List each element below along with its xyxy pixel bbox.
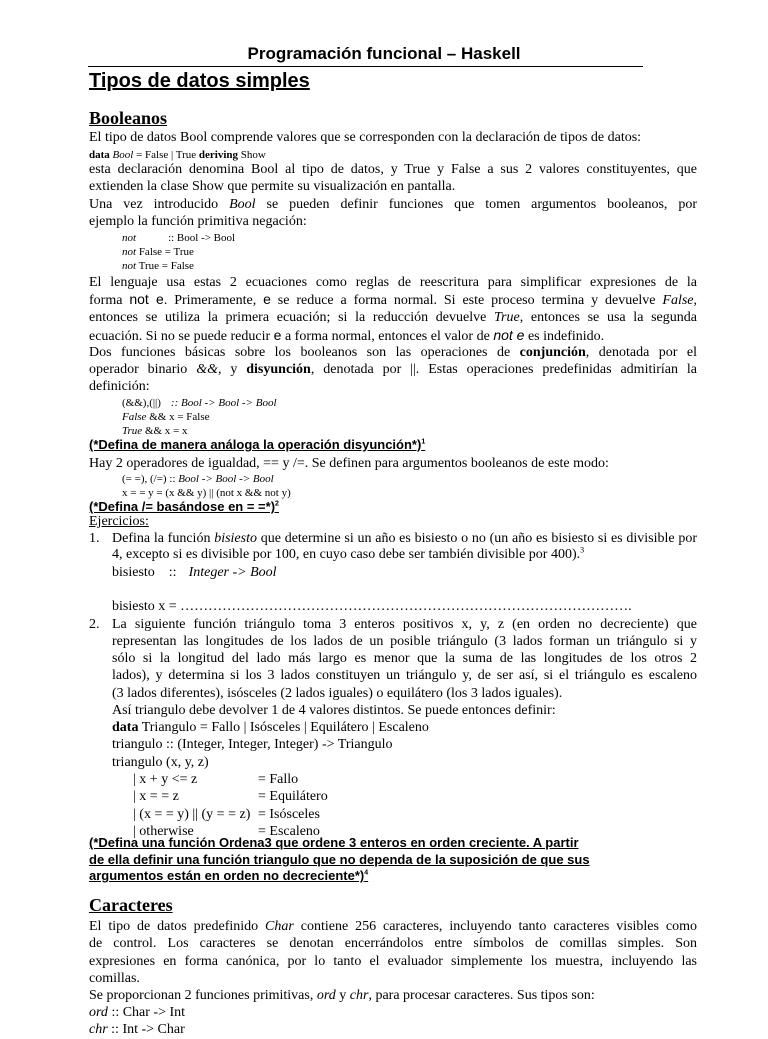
code-text: && x = False: [149, 411, 210, 423]
paragraph-line: sólo si la longitud del lado más largo es menor que la suma de las longitudes de los otros 2: [112, 651, 697, 666]
section-heading-caracteres: Caracteres: [89, 895, 173, 915]
code-line: [112, 564, 277, 582]
paragraph-line: definición:: [89, 379, 150, 394]
text: Defina la función: [112, 531, 211, 546]
text: , para procesar caracteres. Sus tipos son:: [368, 988, 595, 1003]
exercise-prompt-line: de ella definir una función triangulo que no dependa de la suposición de que sus: [89, 852, 590, 867]
footnote-ref: 1: [421, 438, 426, 446]
code-text: Show: [240, 149, 266, 161]
code-inline: not e: [129, 291, 164, 307]
code-line: [122, 245, 194, 259]
header-rule: [88, 66, 643, 67]
code-line: bisiesto x = …………………………………………………………………………………….: [112, 599, 632, 614]
paragraph-line: lados), y determina si los 3 lados constituyen un triángulo y, de ser así, si el triángulo es escaleno: [112, 668, 697, 683]
code-inline: e: [263, 291, 271, 307]
code-fn: not: [122, 246, 137, 258]
code-result: = Fallo: [258, 772, 299, 787]
code-inline: True: [494, 310, 520, 325]
text: que determine si un año es bisiesto o no (un año es bisiesto si es divisible por: [260, 531, 698, 546]
code-line: [112, 719, 429, 737]
code-line: [122, 472, 274, 486]
code-line: [89, 148, 266, 162]
paragraph-line: La siguiente función triángulo toma 3 enteros positivos x, y, z (en orden no decreciente) que: [112, 617, 697, 632]
text: contiene 256 caracteres, incluyendo tanto caracteres visibles como: [300, 919, 697, 934]
text: se reduce a forma normal. Si este proceso termina y devuelve: [277, 293, 656, 308]
code-line: [122, 259, 194, 273]
text: , y: [217, 362, 238, 377]
paragraph-line: comillas.: [89, 971, 140, 986]
code-guard: | x = = z: [133, 789, 179, 804]
text: . Primeramente,: [163, 293, 257, 308]
text: es indefinido.: [527, 329, 605, 344]
paragraph-line: representan las longitudes de los lados de un posible triángulo (3 lados forman un triángulo si y: [112, 634, 697, 649]
code-line: [122, 231, 235, 245]
code-result: = Isósceles: [258, 807, 320, 822]
code-fn: not: [122, 232, 137, 244]
term-bold: conjunción: [519, 345, 586, 360]
text: ecuación. Si no se puede reducir: [89, 329, 271, 344]
paragraph-line: (3 lados diferentes), isósceles (2 lados iguales) o equilátero (los 3 lados iguales).: [112, 686, 563, 701]
code-guard: | otherwise: [133, 824, 194, 839]
code-text: :: Char -> Int: [111, 1005, 186, 1020]
text: , entonces se usa la segunda: [519, 310, 697, 325]
code-fn: not: [122, 260, 137, 272]
code-inline: chr: [349, 988, 369, 1003]
type-name: Bool: [229, 197, 256, 212]
code-line: triangulo :: (Integer, Integer, Integer) -> Triangulo: [112, 737, 393, 752]
text: 4, excepto si es divisible por 100, en cuyo caso debe ser también divisible por 400).: [112, 547, 581, 562]
code-line: [122, 396, 277, 410]
text: se pueden definir funciones que tomen argumentos booleanos, por: [266, 197, 698, 212]
text: y: [339, 988, 347, 1003]
paragraph: Hay 2 operadores de igualdad, == y /=. Se definen para argumentos booleanos de este modo:: [89, 456, 609, 471]
paragraph-line: [89, 309, 697, 327]
code-guard: | (x = = y) || (y = = z): [133, 807, 251, 822]
text: El tipo de datos predefinido: [89, 919, 259, 934]
page-header-title: Programación funcional – Haskell: [247, 44, 521, 63]
exercise-prompt: [89, 499, 279, 514]
paragraph-line: El lenguaje usa estas 2 ecuaciones como reglas de reescritura para simplificar expresiones de la: [89, 275, 697, 290]
paragraph-line: [112, 530, 697, 548]
code-fn: False: [122, 411, 147, 423]
code-text: Integer -> Bool: [188, 565, 277, 580]
text: a forma normal, entonces el valor de: [284, 329, 490, 344]
paragraph-line: ejemplo la función primitiva negación:: [89, 214, 307, 229]
exercise-prompt-line: [89, 868, 368, 883]
code-inline: &&: [196, 362, 218, 377]
footnote-ref: 2: [275, 500, 279, 508]
code-text: && x = x: [142, 425, 188, 437]
footnote-ref: 4: [364, 869, 369, 877]
paragraph-line: [112, 546, 584, 564]
code-text: :: Int -> Char: [111, 1022, 185, 1037]
type-name: Bool: [112, 149, 134, 161]
code-guard: | x + y <= z: [133, 772, 198, 787]
footnote-ref: 3: [580, 545, 585, 555]
paragraph-line: extienden la clase Show que permite su visualización en pantalla.: [89, 179, 456, 194]
code-result: = Equilátero: [258, 789, 328, 804]
code-text: Bool -> Bool -> Bool: [178, 473, 274, 485]
paragraph-line: [89, 344, 697, 362]
text: forma: [89, 293, 123, 308]
text: operador binario: [89, 362, 188, 377]
code-inline: not e: [493, 327, 525, 343]
code-line: [89, 1004, 185, 1022]
paragraph-line: esta declaración denomina Bool al tipo de datos, y True y False a sus 2 valores constituyentes, que: [89, 162, 697, 177]
paragraph-line: [89, 327, 604, 346]
exercise-prompt-line: (*Defina una función Ordena3 que ordene 3 enteros en orden creciente. A partir: [89, 835, 579, 850]
type-name: Char: [265, 919, 294, 934]
code-fn: bisiesto: [112, 565, 155, 580]
code-inline: False: [662, 293, 694, 308]
main-title: Tipos de datos simples: [89, 70, 310, 92]
exercises-label: Ejercicios:: [89, 514, 149, 529]
text: , denotada por ||. Estas operaciones predefinidas admitirían la: [310, 362, 697, 377]
code-text: = False | True: [136, 149, 197, 161]
code-result: = Escaleno: [258, 824, 320, 839]
code-text: False = True: [138, 246, 194, 258]
paragraph-line: [89, 918, 697, 936]
code-inline: bisiesto: [214, 531, 257, 546]
code-text: ::: [168, 565, 177, 580]
paragraph-line: [89, 361, 697, 379]
section-heading-booleanos: Booleanos: [89, 108, 168, 128]
list-number: 1.: [89, 531, 100, 546]
keyword: data: [89, 149, 110, 161]
code-inline: ord: [316, 988, 336, 1003]
code-text: :: Bool -> Bool: [168, 232, 236, 244]
text: Se proporcionan 2 funciones primitivas,: [89, 988, 314, 1003]
code-line: [89, 1021, 185, 1039]
text: Dos funciones básicas sobre los booleanos son las operaciones de: [89, 345, 511, 360]
exercise-prompt: [89, 437, 425, 452]
text: (*Defina de manera análoga la operación disyunción*): [89, 437, 422, 452]
text: argumentos están en orden no decreciente*): [89, 868, 365, 883]
text: Una vez introducido: [89, 197, 219, 212]
code-line: triangulo (x, y, z): [112, 755, 209, 770]
paragraph-line: de control. Los caracteres se denotan encerrándolos entre símbolos de comillas simples. Son: [89, 936, 697, 951]
code-text: (&&),(||): [122, 397, 161, 409]
text: , denotada por el: [585, 345, 698, 360]
code-fn: chr: [89, 1022, 108, 1037]
code-text: (= =), (/=) ::: [122, 473, 176, 485]
code-text: True = False: [138, 260, 194, 272]
text: entonces se utiliza la primera ecuación; si la reducción devuelve: [89, 310, 487, 325]
paragraph-line: Así triangulo debe devolver 1 de 4 valores distintos. Se puede entonces definir:: [112, 703, 556, 718]
code-text: Triangulo = Fallo | Isósceles | Equilátero | Escaleno: [141, 720, 429, 735]
code-fn: True: [122, 425, 143, 437]
paragraph-line: expresiones en forma canónica, por lo tanto el evaluador simplemente los muestra, incluyendo las: [89, 954, 697, 969]
code-line: [122, 410, 210, 424]
list-number: 2.: [89, 617, 100, 632]
keyword: data: [112, 720, 139, 735]
code-inline: e: [273, 327, 282, 343]
paragraph-line: forma not e. Primeramente, e se reduce a forma normal. Si este proceso termina y devuelve False,: [89, 291, 698, 308]
keyword: deriving: [198, 149, 238, 161]
term-bold: disyunción: [246, 362, 311, 377]
paragraph-line: [89, 987, 595, 1005]
paragraph: El tipo de datos Bool comprende valores que se corresponden con la declaración de tipos de datos:: [89, 130, 642, 145]
code-line: [122, 424, 188, 438]
code-text: :: Bool -> Bool -> Bool: [170, 397, 277, 409]
paragraph-line: [89, 196, 697, 214]
code-line: x = = y = (x && y) || (not x && not y): [122, 487, 291, 499]
text: (*Defina /= basándose en = =*): [89, 499, 276, 514]
code-fn: ord: [89, 1005, 108, 1020]
